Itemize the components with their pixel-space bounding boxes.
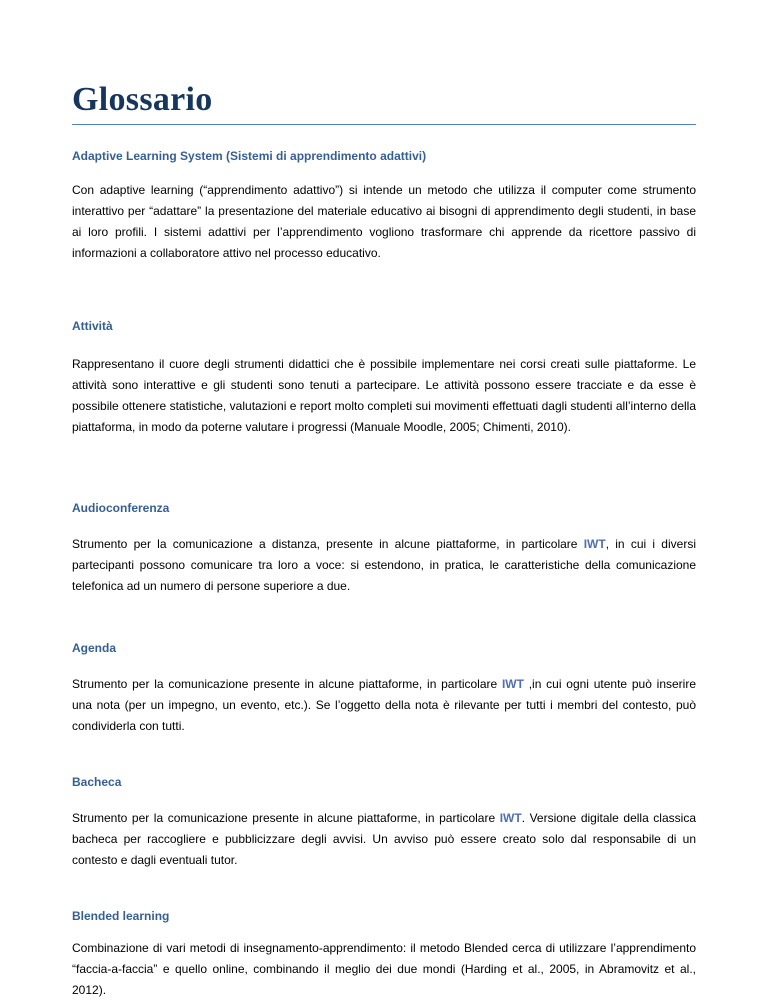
iwt-highlight: IWT <box>583 537 606 551</box>
entry-body-text: , in cui i diversi partecipanti possono comunicare tra loro a voce: si estendono, in pratica, le caratteristiche della comunicazione telefonica ad un numero di persone superiore a due. <box>72 537 696 593</box>
entry-body: Combinazione di vari metodi di insegnamento-apprendimento: il metodo Blended cerca di utilizzare l’apprendimento “faccia-a-faccia” e quello online, combinando il meglio dei due mondi (Harding et al., 2005, in Abramovitz et al., 2012). <box>72 941 696 997</box>
entry-body: Rappresentano il cuore degli strumenti didattici che è possibile implementare nei corsi creati sulle piattaforme. Le attività sono interattive e gli studenti sono tenuti a partecipare. Le attività possono essere tracciate e da esse è possibile ottenere statistiche, valutazioni e report molto completi sui movimenti effettuati dagli studenti all’interno della piattaforma, in modo da poterne valutare i progressi (Manuale Moodle, 2005; Chimenti, 2010). <box>72 357 696 434</box>
glossary-entry-audioconferenza <box>72 500 696 597</box>
entry-body-text: ,in cui ogni utente può inserire una nota (per un impegno, un evento, etc.). Se l’oggetto della nota è rilevante per tutti i membri del contesto, può condividerla con tutti. <box>72 677 696 733</box>
entry-body: Con adaptive learning (“apprendimento adattivo”) si intende un metodo che utilizza il computer come strumento interattivo per “adattare” la presentazione del materiale educativo ai bisogni di apprendimento degli studenti, in base ai loro profili. I sistemi adattivi per l’apprendimento vogliono trasformare chi apprende da ricettore passivo di informazioni a collaboratore attivo nel processo educativo. <box>72 183 696 260</box>
entry-heading: Bacheca <box>72 775 122 789</box>
entry-heading: Agenda <box>72 641 117 655</box>
glossary-entry-adaptive-learning <box>72 148 696 264</box>
glossary-entry-blended-learning <box>72 908 696 1001</box>
entry-body-text: . Versione digitale della classica bacheca per raccogliere e pubblicizzare degli avvisi. Un avviso può essere creato solo dal responsabile di un contesto e dagli eventuali tutor. <box>72 811 696 867</box>
glossary-entry-agenda <box>72 640 696 737</box>
entry-heading: Attività <box>72 319 113 333</box>
entry-heading: Adaptive Learning System (Sistemi di apprendimento adattivi) <box>72 149 427 163</box>
entry-body <box>72 534 696 597</box>
entry-heading: Blended learning <box>72 909 170 923</box>
entry-body-text: Strumento per la comunicazione presente in alcune piattaforme, in particolare <box>72 811 500 825</box>
iwt-highlight: IWT <box>499 811 522 825</box>
document-page <box>72 80 696 125</box>
entry-body-text: Strumento per la comunicazione a distanza, presente in alcune piattaforme, in particolare <box>72 537 584 551</box>
entry-body <box>72 674 696 737</box>
entry-heading: Audioconferenza <box>72 501 170 515</box>
glossary-entry-bacheca <box>72 774 696 871</box>
entry-body-text: Strumento per la comunicazione presente in alcune piattaforme, in particolare <box>72 677 502 691</box>
entry-body <box>72 808 696 871</box>
glossary-entry-attivita <box>72 318 696 438</box>
title-divider <box>72 124 696 125</box>
page-title: Glossario <box>72 81 213 118</box>
iwt-highlight: IWT <box>501 677 524 691</box>
